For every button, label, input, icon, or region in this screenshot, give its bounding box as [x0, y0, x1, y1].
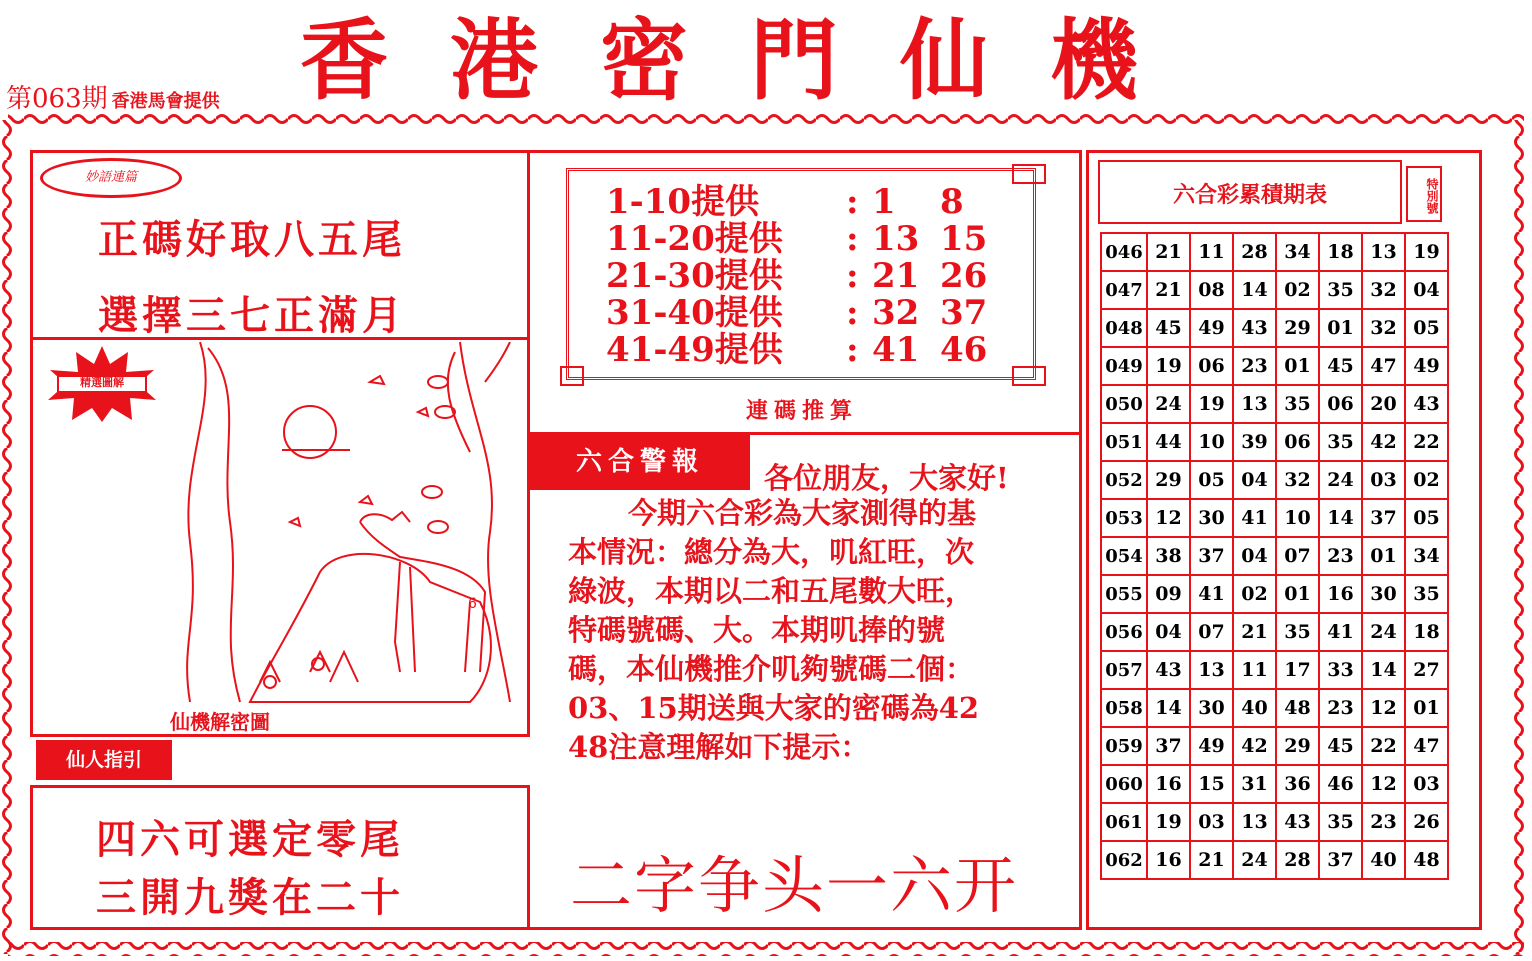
quote-badge: 妙語連篇: [40, 158, 182, 198]
number-cell: 40: [1362, 841, 1405, 879]
number-cell: 24: [1233, 841, 1276, 879]
number-cell: 10: [1190, 423, 1233, 461]
corner-ornament-bl: [560, 366, 584, 386]
number-cell: 46: [1319, 765, 1362, 803]
number-cell: 15: [1190, 765, 1233, 803]
period-cell: 056: [1101, 613, 1147, 651]
number-cell: 42: [1362, 423, 1405, 461]
number-cell: 24: [1362, 613, 1405, 651]
number-cell: 33: [1319, 651, 1362, 689]
number-cell: 40: [1233, 689, 1276, 727]
number-cell: 35: [1405, 575, 1448, 613]
number-cell: 45: [1319, 347, 1362, 385]
number-cell: 01: [1276, 575, 1319, 613]
number-cell: 01: [1405, 689, 1448, 727]
number-cell: 04: [1233, 461, 1276, 499]
warning-tag: 六合警報: [530, 434, 750, 490]
number-cell: 21: [1190, 841, 1233, 879]
table-row: [1101, 689, 1448, 727]
issue-number: 第063期: [6, 84, 108, 114]
number-cell: 17: [1276, 651, 1319, 689]
history-table: [1100, 232, 1449, 880]
number-cell: 29: [1276, 309, 1319, 347]
number-cell: 34: [1405, 537, 1448, 575]
figure-number: 6: [468, 596, 477, 612]
number-cell: 36: [1276, 765, 1319, 803]
number-cell: 13: [1362, 233, 1405, 271]
number-cell: 47: [1405, 727, 1448, 765]
number-cell: 10: [1276, 499, 1319, 537]
period-cell: 048: [1101, 309, 1147, 347]
number-cell: 18: [1405, 613, 1448, 651]
number-cell: 37: [1362, 499, 1405, 537]
table-row: [1101, 309, 1448, 347]
number-cell: 22: [1405, 423, 1448, 461]
number-cell: 04: [1147, 613, 1190, 651]
number-cell: 03: [1405, 765, 1448, 803]
period-cell: 058: [1101, 689, 1147, 727]
table-row: [1101, 537, 1448, 575]
provider-text: 香港馬會提供: [111, 91, 220, 112]
table-row: [1101, 613, 1448, 651]
number-cell: 43: [1405, 385, 1448, 423]
body-line: 本情況：總分為大，叽紅旺，次: [568, 535, 975, 569]
number-cell: 19: [1147, 803, 1190, 841]
number-cell: 35: [1276, 613, 1319, 651]
number-cell: 44: [1147, 423, 1190, 461]
number-cell: 35: [1319, 271, 1362, 309]
table-row: [1101, 765, 1448, 803]
period-cell: 049: [1101, 347, 1147, 385]
number-cell: 14: [1233, 271, 1276, 309]
number-cell: 06: [1190, 347, 1233, 385]
number-cell: 37: [1147, 727, 1190, 765]
number-cell: 23: [1319, 537, 1362, 575]
guide-line-1: 四六可選定零尾: [96, 816, 404, 863]
period-cell: 055: [1101, 575, 1147, 613]
body-line: 48注意理解如下提示：: [568, 730, 870, 764]
number-cell: 35: [1276, 385, 1319, 423]
number-cell: 06: [1276, 423, 1319, 461]
number-cell: 05: [1405, 309, 1448, 347]
number-cell: 48: [1276, 689, 1319, 727]
table-row: [1101, 499, 1448, 537]
range-row: 21-30提供 : 21 26: [606, 256, 988, 296]
range-row: 31-40提供 : 32 37: [606, 293, 988, 333]
body-line: 綠波，本期以二和五尾數大旺，: [568, 574, 975, 608]
table-row: [1101, 575, 1448, 613]
range-row: 41-49提供 : 41 46: [606, 330, 988, 370]
number-cell: 35: [1319, 803, 1362, 841]
number-cell: 32: [1276, 461, 1319, 499]
number-cell: 04: [1405, 271, 1448, 309]
period-cell: 057: [1101, 651, 1147, 689]
range-list: [606, 184, 987, 369]
number-cell: 23: [1362, 803, 1405, 841]
page-title: 香港密門仙機: [300, 8, 1201, 112]
number-cell: 01: [1276, 347, 1319, 385]
period-cell: 053: [1101, 499, 1147, 537]
number-cell: 12: [1362, 765, 1405, 803]
period-cell: 062: [1101, 841, 1147, 879]
table-title: 六合彩累積期表: [1172, 182, 1327, 208]
period-cell: 060: [1101, 765, 1147, 803]
number-cell: 27: [1405, 651, 1448, 689]
corner-ornament-tr: [1012, 164, 1046, 184]
tip-line-1: 正碼好取八五尾: [98, 216, 406, 263]
table-row: [1101, 803, 1448, 841]
period-cell: 059: [1101, 727, 1147, 765]
number-cell: 20: [1362, 385, 1405, 423]
period-cell: 050: [1101, 385, 1147, 423]
number-cell: 19: [1405, 233, 1448, 271]
table-row: [1101, 651, 1448, 689]
number-cell: 43: [1147, 651, 1190, 689]
number-cell: 49: [1190, 727, 1233, 765]
table-row: [1101, 233, 1448, 271]
number-cell: 45: [1319, 727, 1362, 765]
greeting-text: 各位朋友，大家好!: [764, 461, 1009, 495]
number-cell: 16: [1319, 575, 1362, 613]
table-row: [1101, 727, 1448, 765]
period-cell: 052: [1101, 461, 1147, 499]
number-cell: 48: [1405, 841, 1448, 879]
period-cell: 061: [1101, 803, 1147, 841]
number-cell: 06: [1319, 385, 1362, 423]
number-cell: 18: [1319, 233, 1362, 271]
number-cell: 30: [1190, 689, 1233, 727]
number-cell: 02: [1276, 271, 1319, 309]
table-row: [1101, 347, 1448, 385]
number-cell: 07: [1190, 613, 1233, 651]
table-row: [1101, 271, 1448, 309]
guide-tag: 仙人指引: [36, 740, 172, 780]
number-cell: 19: [1190, 385, 1233, 423]
guide-line-2: 三開九獎在二十: [96, 874, 404, 921]
number-cell: 28: [1233, 233, 1276, 271]
number-cell: 11: [1233, 651, 1276, 689]
number-cell: 29: [1276, 727, 1319, 765]
table-row: [1101, 841, 1448, 879]
number-cell: 38: [1147, 537, 1190, 575]
number-cell: 29: [1147, 461, 1190, 499]
number-cell: 41: [1190, 575, 1233, 613]
number-cell: 21: [1233, 613, 1276, 651]
issue-label: [6, 78, 220, 115]
number-cell: 19: [1147, 347, 1190, 385]
number-cell: 04: [1233, 537, 1276, 575]
number-cell: 01: [1362, 537, 1405, 575]
number-cell: 47: [1362, 347, 1405, 385]
number-cell: 35: [1319, 423, 1362, 461]
table-row: [1101, 423, 1448, 461]
number-cell: 45: [1147, 309, 1190, 347]
number-cell: 21: [1147, 233, 1190, 271]
number-cell: 26: [1405, 803, 1448, 841]
period-cell: 046: [1101, 233, 1147, 271]
number-cell: 43: [1233, 309, 1276, 347]
number-cell: 07: [1276, 537, 1319, 575]
ranges-caption: 連碼推算: [746, 398, 859, 424]
number-cell: 03: [1190, 803, 1233, 841]
number-cell: 03: [1362, 461, 1405, 499]
table-row: [1101, 461, 1448, 499]
number-cell: 23: [1233, 347, 1276, 385]
number-cell: 39: [1233, 423, 1276, 461]
starburst-label: 精選圖解: [80, 376, 124, 389]
body-line: 03、15期送與大家的密碼為42: [568, 691, 980, 725]
number-cell: 28: [1276, 841, 1319, 879]
number-cell: 13: [1233, 803, 1276, 841]
number-cell: 37: [1319, 841, 1362, 879]
number-cell: 32: [1362, 271, 1405, 309]
deer-illustration: [170, 342, 520, 712]
number-cell: 02: [1233, 575, 1276, 613]
number-cell: 31: [1233, 765, 1276, 803]
number-cell: 34: [1276, 233, 1319, 271]
number-cell: 30: [1362, 575, 1405, 613]
period-cell: 047: [1101, 271, 1147, 309]
period-cell: 051: [1101, 423, 1147, 461]
warning-body: [568, 494, 1058, 767]
tip-line-2: 選擇三七正滿月: [98, 292, 406, 339]
number-cell: 49: [1405, 347, 1448, 385]
number-cell: 16: [1147, 841, 1190, 879]
number-cell: 12: [1147, 499, 1190, 537]
body-line: 特碼號碼、大。本期叽捧的號: [568, 613, 946, 647]
body-line: 今期六合彩為大家測得的基: [628, 496, 977, 530]
number-cell: 41: [1233, 499, 1276, 537]
number-cell: 49: [1190, 309, 1233, 347]
number-cell: 32: [1362, 309, 1405, 347]
number-cell: 14: [1362, 651, 1405, 689]
number-cell: 13: [1233, 385, 1276, 423]
number-cell: 30: [1190, 499, 1233, 537]
body-line: 碼，本仙機推介叽夠號碼二個：: [568, 652, 975, 686]
number-cell: 16: [1147, 765, 1190, 803]
number-cell: 05: [1405, 499, 1448, 537]
number-cell: 22: [1362, 727, 1405, 765]
number-cell: 09: [1147, 575, 1190, 613]
special-number-label: 特別號: [1406, 166, 1442, 222]
number-cell: 11: [1190, 233, 1233, 271]
number-cell: 24: [1319, 461, 1362, 499]
corner-ornament-br: [1012, 366, 1046, 386]
number-cell: 13: [1190, 651, 1233, 689]
number-cell: 42: [1233, 727, 1276, 765]
number-cell: 24: [1147, 385, 1190, 423]
number-cell: 12: [1362, 689, 1405, 727]
number-cell: 23: [1319, 689, 1362, 727]
number-cell: 02: [1405, 461, 1448, 499]
number-cell: 14: [1319, 499, 1362, 537]
range-row: 11-20提供 : 13 15: [606, 219, 988, 259]
number-cell: 14: [1147, 689, 1190, 727]
number-cell: 08: [1190, 271, 1233, 309]
table-row: [1101, 385, 1448, 423]
period-cell: 054: [1101, 537, 1147, 575]
illustration-caption: 仙機解密圖: [170, 710, 270, 734]
number-cell: 37: [1190, 537, 1233, 575]
range-row: 1-10提供 : 1 8: [606, 182, 964, 222]
number-cell: 41: [1319, 613, 1362, 651]
number-cell: 05: [1190, 461, 1233, 499]
number-cell: 01: [1319, 309, 1362, 347]
hint-text: 二字争头一六开: [570, 849, 1019, 922]
number-cell: 43: [1276, 803, 1319, 841]
number-cell: 21: [1147, 271, 1190, 309]
